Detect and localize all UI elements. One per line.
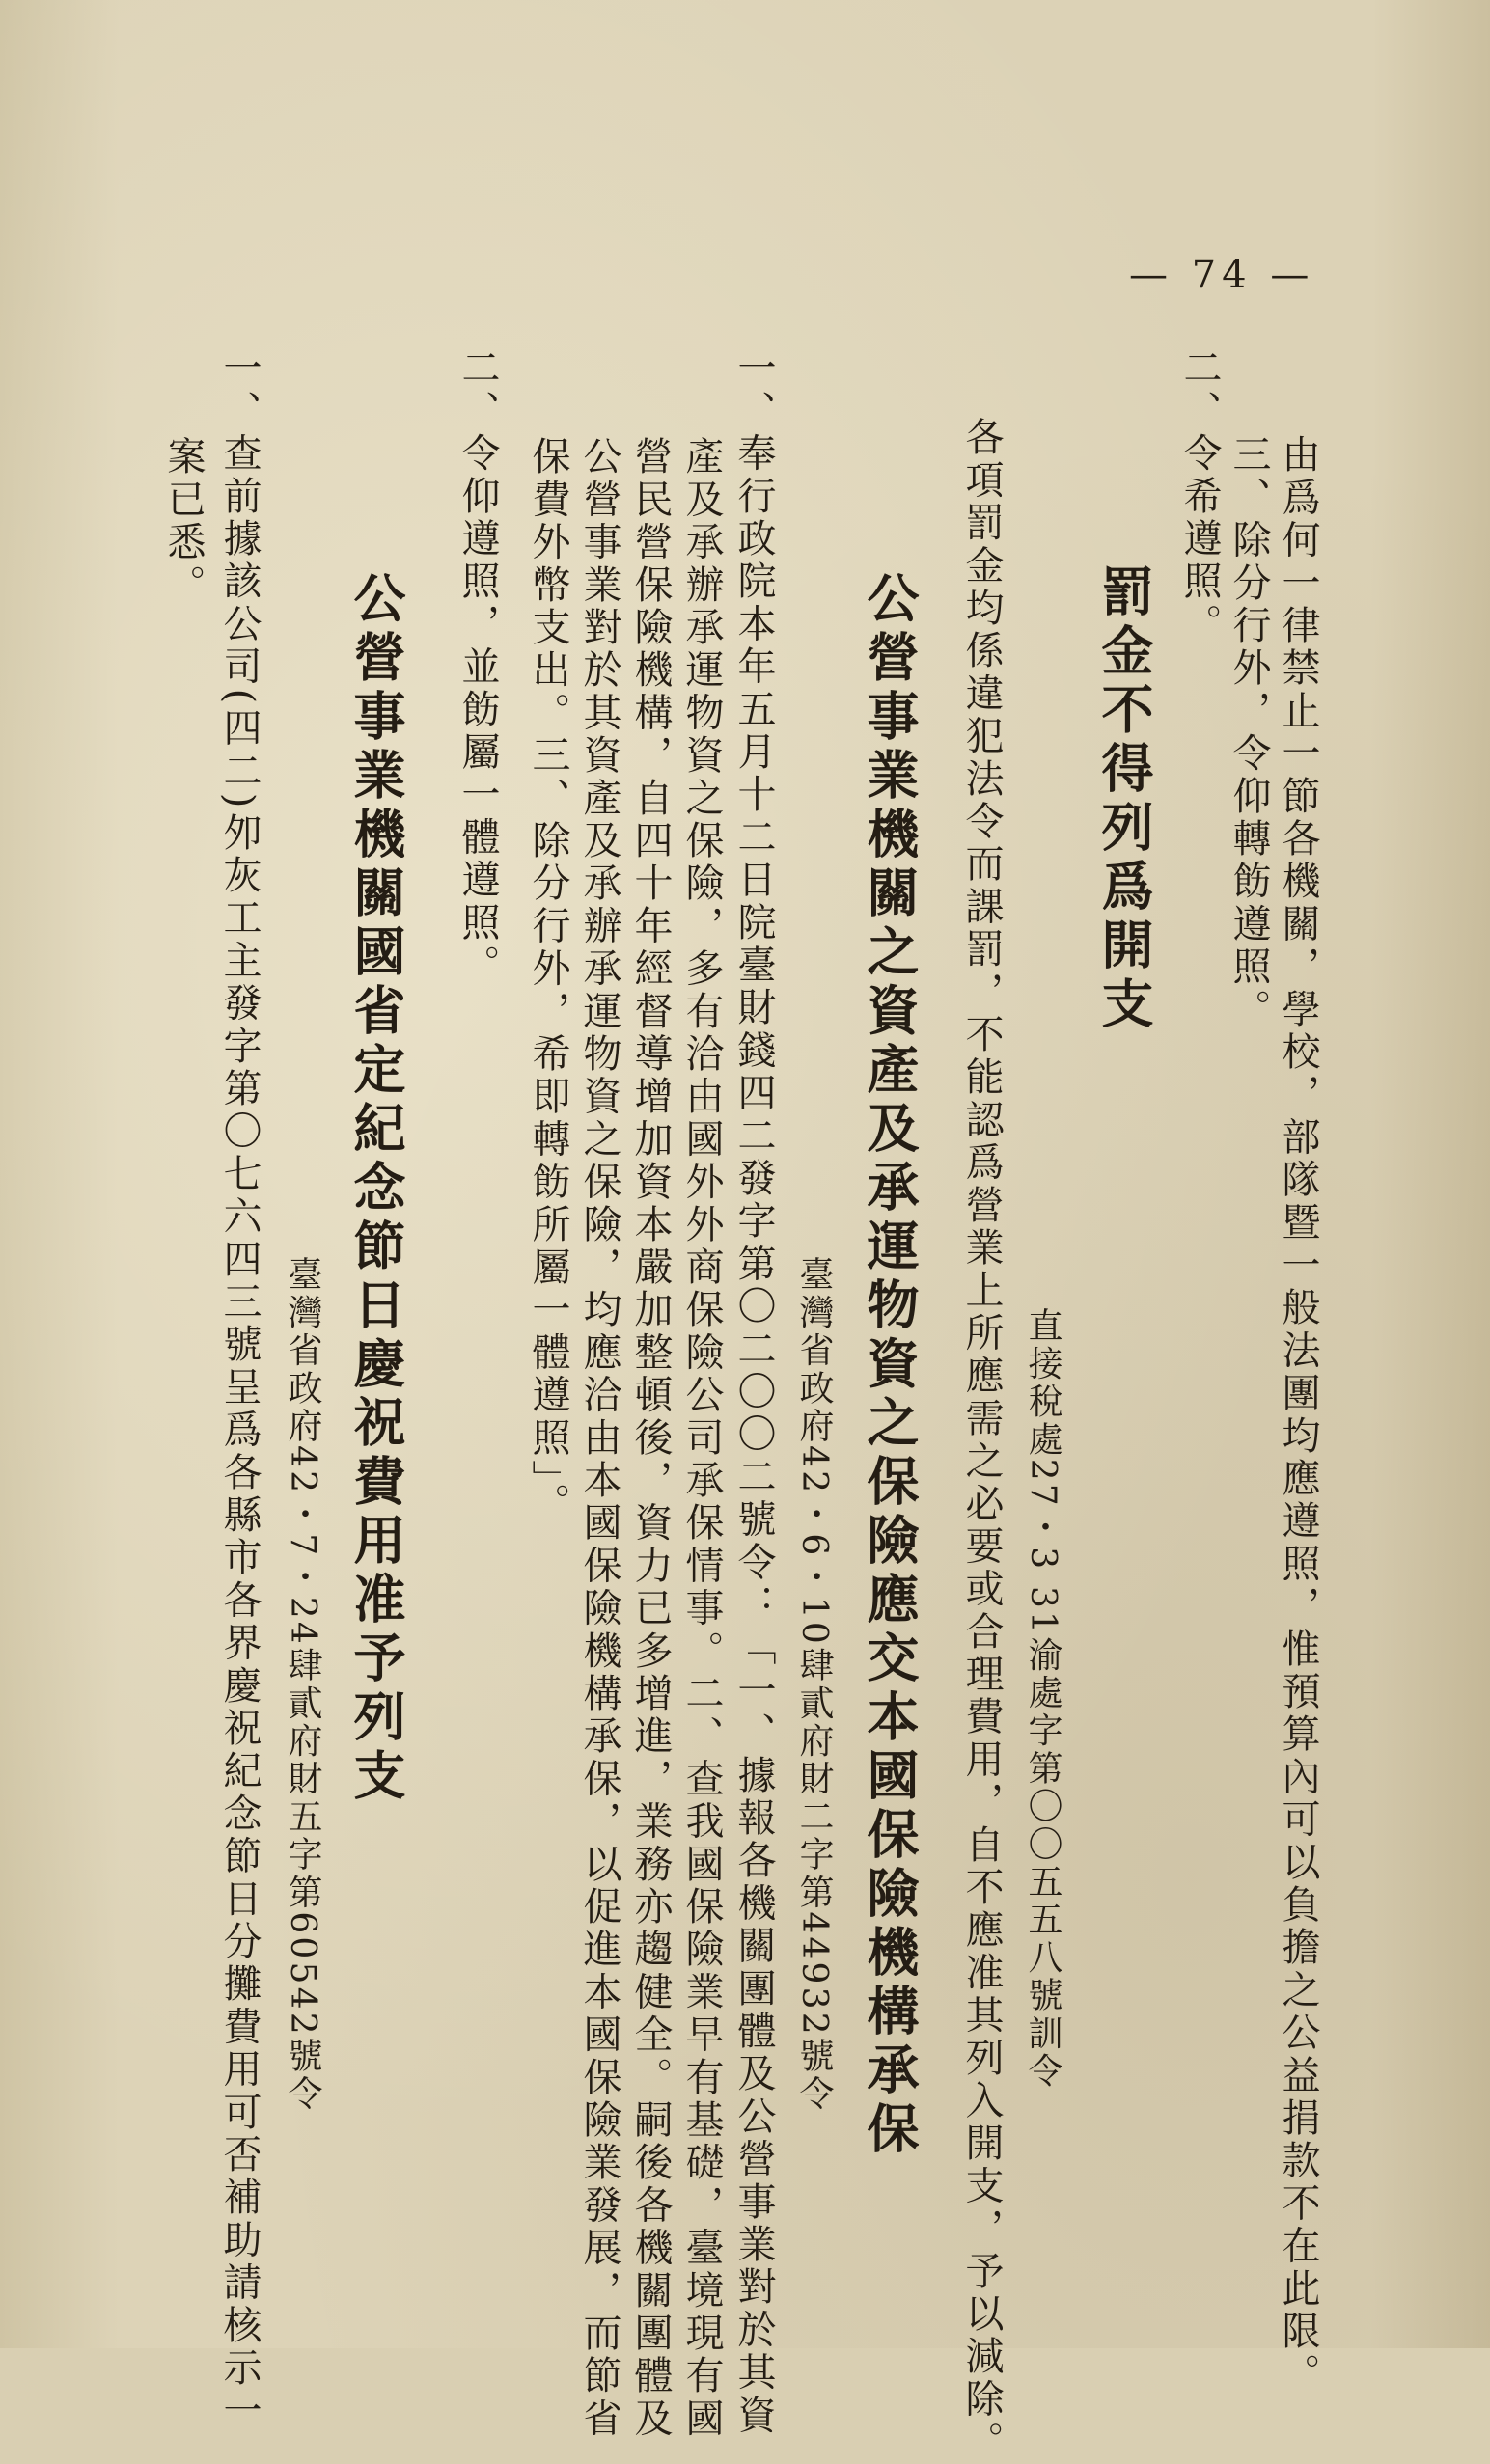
paragraph-line-1: 由爲何一律禁止一節各機關，學校，部隊暨一般法團均應遵照，惟預算內可以負擔之公益捐款不在此限。 xyxy=(1276,434,1320,2396)
section-heading-1: 罰金不得列爲開支 xyxy=(1093,564,1155,1035)
paragraph-line-3: 二、令希遵照。 xyxy=(1177,347,1222,646)
citation-2: 臺灣省政府42・6・10肆貳府財二字第44932號令 xyxy=(794,1256,834,2114)
paragraph-line-9: 保費外幣支出。三、除分行外，希即轉飭所屬一體遵照」。 xyxy=(526,436,570,1526)
page-number: — 74 — xyxy=(1129,253,1315,297)
paragraph-line-4: 各項罰金均係違犯法令而課罰，不能認爲營業上所應需之必要或合理費用，自不應准其列入開支，予以減除。 xyxy=(959,417,1004,2464)
paragraph-line-6: 產及承辦承運物資之保險，多有洽由國外外商保險公司承保情事。二、查我國保險業早有基礎，臺境現有國 xyxy=(679,436,724,2441)
citation-3: 臺灣省政府42・7・24肆貳府財五字第60542號令 xyxy=(283,1256,322,2114)
citation-1: 直接稅處27・3 31渝處字第〇〇五五八號訓令 xyxy=(1023,1307,1062,2091)
paragraph-line-12: 案已悉。 xyxy=(161,436,206,607)
section-heading-3: 公營事業機關國省定紀念節日慶祝費用准予列支 xyxy=(345,571,407,1807)
paragraph-line-11: 一、查前據該公司(四二)夘灰工主發字第〇七六四三號呈爲各縣市各界慶祝紀念節日分攤費用可否補助請核示一 xyxy=(217,347,262,2433)
paragraph-line-10: 二、令仰遵照，並飭屬一體遵照。 xyxy=(455,347,500,987)
paragraph-line-8: 公營事業對於其資產及承辦承運物資之保險，均應洽由本國保險機構承保，以促進本國保險業發展，而節省 xyxy=(577,436,621,2441)
section-heading-2: 公營事業機關之資產及承運物資之保險應交本國保險機構承保 xyxy=(859,571,921,2160)
paragraph-line-5: 一、奉行政院本年五月十二日院臺財錢四二發字第〇二〇〇二號令：「一、據報各機關團體及公營事業對於其資 xyxy=(731,347,776,2437)
paragraph-line-2: 三、除分行外，令仰轉飭遵照。 xyxy=(1227,434,1271,1031)
paragraph-line-7: 營民營保險機構，自四十年經督導增加資本嚴加整頓後，資力已多增進，業務亦趨健全。嗣後各機關團體及 xyxy=(628,436,673,2441)
